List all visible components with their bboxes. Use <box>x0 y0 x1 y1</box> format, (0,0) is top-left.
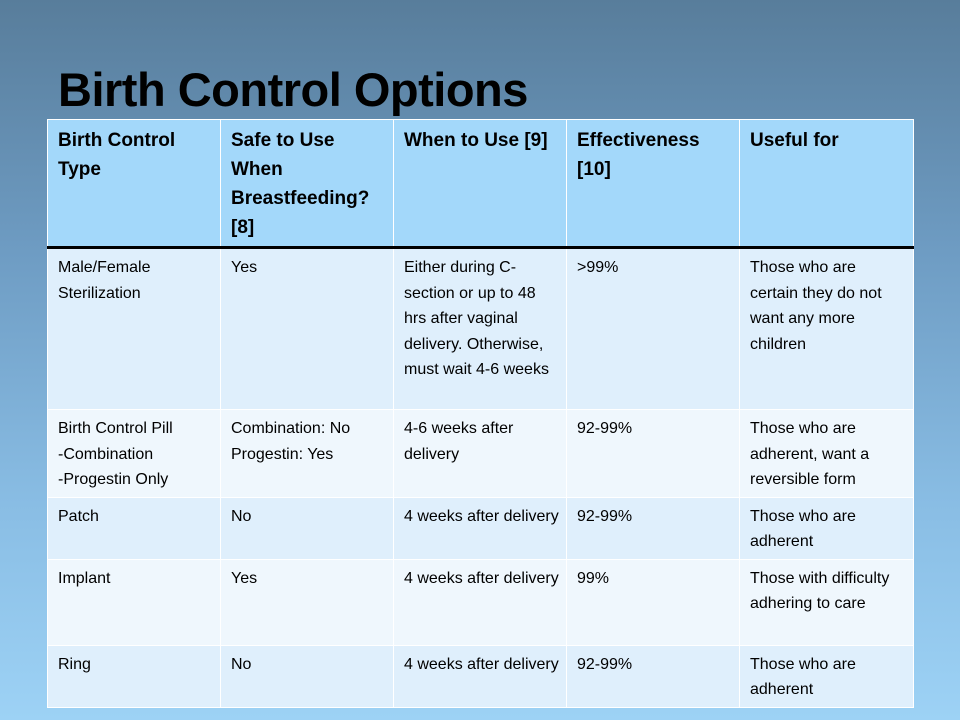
cell-safe: Yes <box>221 248 394 410</box>
table-row <box>48 497 914 559</box>
cell-useful-for: Those who are adherent, want a reversible form <box>740 410 914 498</box>
type-line-1: Birth Control Pill <box>58 420 173 437</box>
header-safe-breastfeeding: Safe to Use When Breastfeeding? [8] <box>221 120 394 248</box>
slide-title: Birth Control Options <box>58 63 528 116</box>
type-text: Male/Female Sterilization <box>58 259 151 302</box>
cell-effectiveness: 92-99% <box>567 645 740 707</box>
header-effectiveness: Effectiveness [10] <box>567 120 740 248</box>
cell-useful-for: Those who are adherent <box>740 645 914 707</box>
table-row <box>48 248 914 410</box>
cell-when: 4-6 weeks after delivery <box>394 410 567 498</box>
cell-when: 4 weeks after delivery <box>394 645 567 707</box>
safe-line-1: Combination: No <box>231 420 351 437</box>
cell-when: 4 weeks after delivery <box>394 559 567 645</box>
cell-useful-for: Those with difficulty adhering to care <box>740 559 914 645</box>
type-line-3: -Progestin Only <box>58 471 169 488</box>
cell-effectiveness: 92-99% <box>567 497 740 559</box>
cell-safe: No <box>221 497 394 559</box>
birth-control-table <box>47 119 914 708</box>
cell-effectiveness: 92-99% <box>567 410 740 498</box>
cell-safe: No <box>221 645 394 707</box>
safe-line-2: Progestin: Yes <box>231 445 334 463</box>
table-row <box>48 410 914 498</box>
cell-type: Implant <box>48 559 221 645</box>
cell-when: 4 weeks after delivery <box>394 497 567 559</box>
cell-useful-for: Those who are certain they do not want any more children <box>740 248 914 410</box>
cell-effectiveness: >99% <box>567 248 740 410</box>
cell-type <box>48 248 221 410</box>
cell-when: Either during C-section or up to 48 hrs after vaginal delivery. Otherwise, must wait 4-6 weeks <box>394 248 567 410</box>
cell-type <box>48 410 221 498</box>
cell-safe: Yes <box>221 559 394 645</box>
header-birth-control-type: Birth Control Type <box>48 120 221 248</box>
cell-useful-for: Those who are adherent <box>740 497 914 559</box>
cell-safe <box>221 410 394 498</box>
cell-effectiveness: 99% <box>567 559 740 645</box>
cell-type: Patch <box>48 497 221 559</box>
header-useful-for: Useful for <box>740 120 914 248</box>
table-header-row <box>48 120 914 248</box>
table-row <box>48 559 914 645</box>
table-row <box>48 645 914 707</box>
header-when-to-use: When to Use [9] <box>394 120 567 248</box>
type-line-2: -Combination <box>58 445 154 463</box>
cell-type: Ring <box>48 645 221 707</box>
